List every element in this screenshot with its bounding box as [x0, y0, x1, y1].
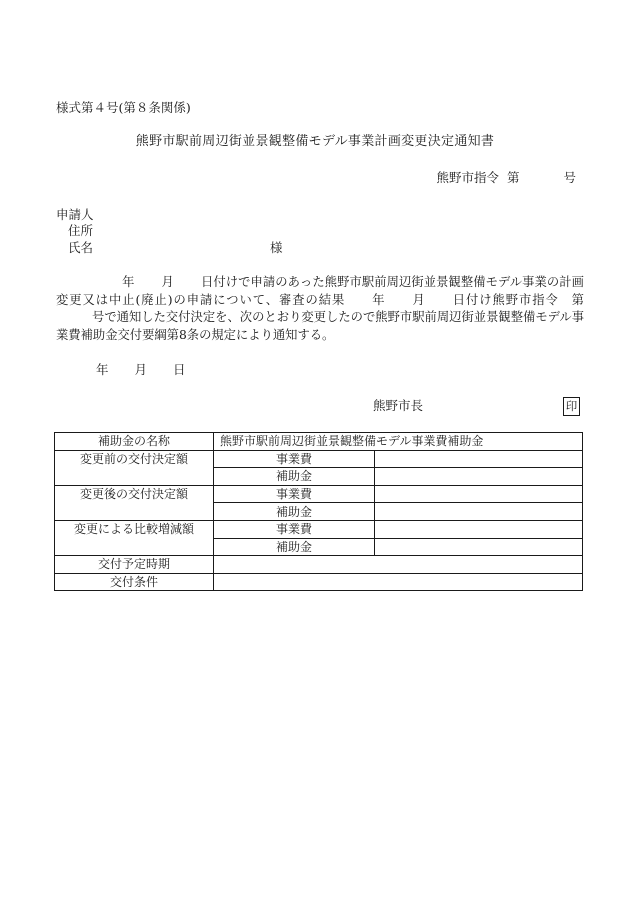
- subsidy-name-label: 補助金の名称: [55, 433, 214, 451]
- doc-number-go: 号: [563, 170, 576, 185]
- body-text-2: 日付け熊野市指令: [451, 292, 559, 307]
- table-row: [55, 433, 583, 451]
- body-text-3: 第: [570, 292, 584, 307]
- doc-number-prefix: 熊野市指令: [436, 170, 499, 185]
- body-text-4: 号で通知した交付決定を、次のとおり変更したので熊野市駅前周辺街並景観整備モデル事業費補助金交付要綱第8条の規定により通知する。: [56, 310, 584, 342]
- table-row: [55, 556, 583, 574]
- notice-body: [56, 274, 584, 344]
- diff-project-cost-label: 事業費: [214, 520, 375, 538]
- honorific-sama: 様: [270, 240, 283, 255]
- body-year-2: 年: [371, 292, 386, 307]
- conditions-value: [214, 573, 583, 591]
- before-project-cost-label: 事業費: [214, 450, 375, 468]
- name-label: 氏名: [68, 240, 94, 255]
- subsidy-name-value: 熊野市駅前周辺街並景観整備モデル事業費補助金: [214, 433, 583, 451]
- table-row: [55, 573, 583, 591]
- diff-subsidy-label: 補助金: [214, 538, 375, 556]
- form-number: 様式第４号(第８条関係): [56, 100, 191, 115]
- date-day: 日: [173, 362, 186, 377]
- table-row: [55, 520, 583, 538]
- schedule-value: [214, 556, 583, 574]
- date-year: 年: [96, 362, 109, 377]
- table-row: [55, 450, 583, 468]
- table-row: [55, 485, 583, 503]
- before-amount-label: 変更前の交付決定額: [55, 450, 214, 485]
- after-subsidy-value: [375, 503, 583, 521]
- document-number: [436, 172, 576, 185]
- document-title: 熊野市駅前周辺街並景観整備モデル事業計画変更決定通知書: [135, 134, 495, 149]
- after-subsidy-label: 補助金: [214, 503, 375, 521]
- mayor-signature: 熊野市長: [373, 398, 424, 413]
- after-amount-label: 変更後の交付決定額: [55, 485, 214, 520]
- after-project-cost-value: [375, 485, 583, 503]
- body-month-2: 月: [411, 292, 426, 307]
- subsidy-table: [54, 432, 583, 591]
- notice-date: [96, 364, 186, 377]
- body-month-1: 月: [161, 275, 174, 289]
- address-label: 住所: [68, 223, 94, 238]
- date-month: 月: [134, 362, 148, 377]
- applicant-heading: 申請人: [56, 207, 94, 222]
- before-project-cost-value: [375, 450, 583, 468]
- diff-subsidy-value: [375, 538, 583, 556]
- schedule-label: 交付予定時期: [55, 556, 214, 574]
- seal-mark: 印: [563, 397, 580, 416]
- diff-project-cost-value: [375, 520, 583, 538]
- diff-amount-label: 変更による比較増減額: [55, 520, 214, 555]
- before-subsidy-value: [375, 468, 583, 486]
- doc-number-dai: 第: [506, 170, 520, 185]
- body-year-1: 年: [122, 275, 135, 289]
- body-text-1: 日付けで申請のあった熊野市駅前周辺街並景観整備モデル事業の計画変更又は中止(廃止)の申請について、審査の結果: [56, 275, 584, 307]
- after-project-cost-label: 事業費: [214, 485, 375, 503]
- before-subsidy-label: 補助金: [214, 468, 375, 486]
- conditions-label: 交付条件: [55, 573, 214, 591]
